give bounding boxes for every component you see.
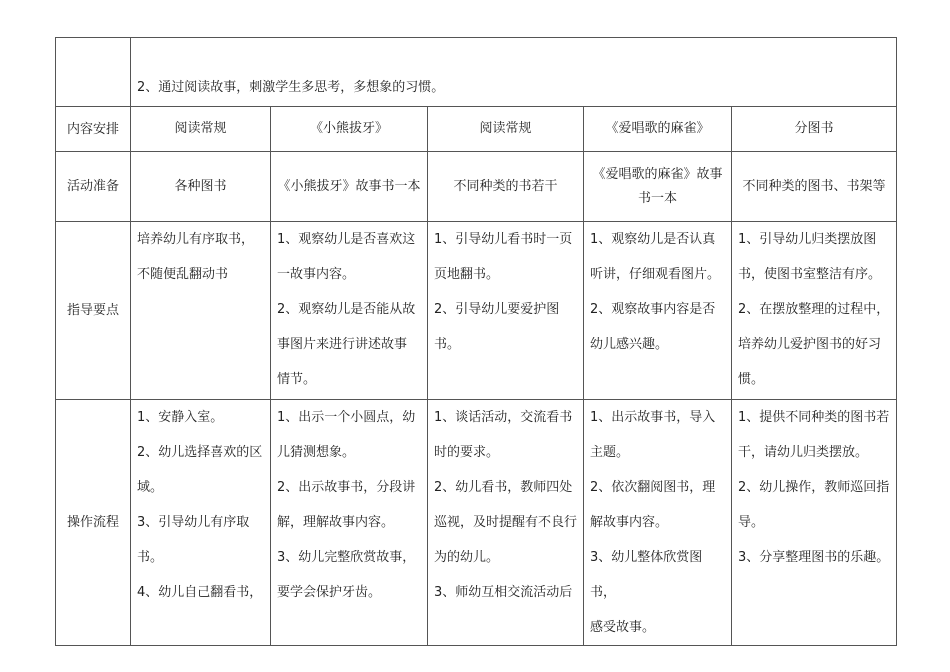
- row-label-process: 操作流程: [56, 400, 131, 646]
- table-cell: 1、引导幼儿归类摆放图 书，使图书室整洁有序。 2、在摆放整理的过程中， 培养幼儿爱护图书的好习 惯。: [732, 222, 897, 400]
- table-cell: 分图书: [732, 107, 897, 152]
- table-cell: 培养幼儿有序取书， 不随便乱翻动书: [131, 222, 271, 400]
- table-cell: 《小熊拔牙》故事书一本: [271, 152, 428, 222]
- guide-row: [56, 222, 897, 400]
- table-cell: 阅读常规: [131, 107, 271, 152]
- table-cell: 《小熊拔牙》: [271, 107, 428, 152]
- table-cell: 1、出示一个小圆点，幼 儿猜测想象。 2、出示故事书，分段讲 解，理解故事内容。 3、幼儿完整欣赏故事， 要学会保护牙齿。: [271, 400, 428, 646]
- table-cell: 1、出示故事书，导入 主题。 2、依次翻阅图书，理 解故事内容。 3、幼儿整体欣赏图书， 感受故事。: [584, 400, 732, 646]
- table-cell: 《爱唱歌的麻雀》: [584, 107, 732, 152]
- goal-text: 2、通过阅读故事，刺激学生多思考，多想象的习惯。: [131, 38, 897, 107]
- table-cell: 不同种类的图书、书架等: [732, 152, 897, 222]
- prep-row: [56, 152, 897, 222]
- row-label-prep: 活动准备: [56, 152, 131, 222]
- process-row: [56, 400, 897, 646]
- goal-row: [56, 38, 897, 107]
- row-label-guide: 指导要点: [56, 222, 131, 400]
- table-cell: 1、安静入室。 2、幼儿选择喜欢的区 域。 3、引导幼儿有序取 书。 4、幼儿自己翻看书，: [131, 400, 271, 646]
- table-cell: 不同种类的书若干: [428, 152, 584, 222]
- content-row: [56, 107, 897, 152]
- table-cell: 各种图书: [131, 152, 271, 222]
- activity-plan-table: [55, 37, 897, 646]
- table-cell: 1、观察幼儿是否认真 听讲，仔细观看图片。 2、观察故事内容是否 幼儿感兴趣。: [584, 222, 732, 400]
- table-cell: 《爱唱歌的麻雀》故事 书一本: [584, 152, 732, 222]
- goal-label-cell: [56, 38, 131, 107]
- table-cell: 1、观察幼儿是否喜欢这 一故事内容。 2、观察幼儿是否能从故 事图片来进行讲述故事 情节。: [271, 222, 428, 400]
- table-cell: 1、引导幼儿看书时一页 页地翻书。 2、引导幼儿要爱护图书。: [428, 222, 584, 400]
- table-cell: 1、提供不同种类的图书若 干，请幼儿归类摆放。 2、幼儿操作，教师巡回指 导。 3、分享整理图书的乐趣。: [732, 400, 897, 646]
- table-cell: 1、谈话活动，交流看书 时的要求。 2、幼儿看书，教师四处 巡视，及时提醒有不良行 为的幼儿。 3、师幼互相交流活动后: [428, 400, 584, 646]
- table-cell: 阅读常规: [428, 107, 584, 152]
- row-label-content: 内容安排: [56, 107, 131, 152]
